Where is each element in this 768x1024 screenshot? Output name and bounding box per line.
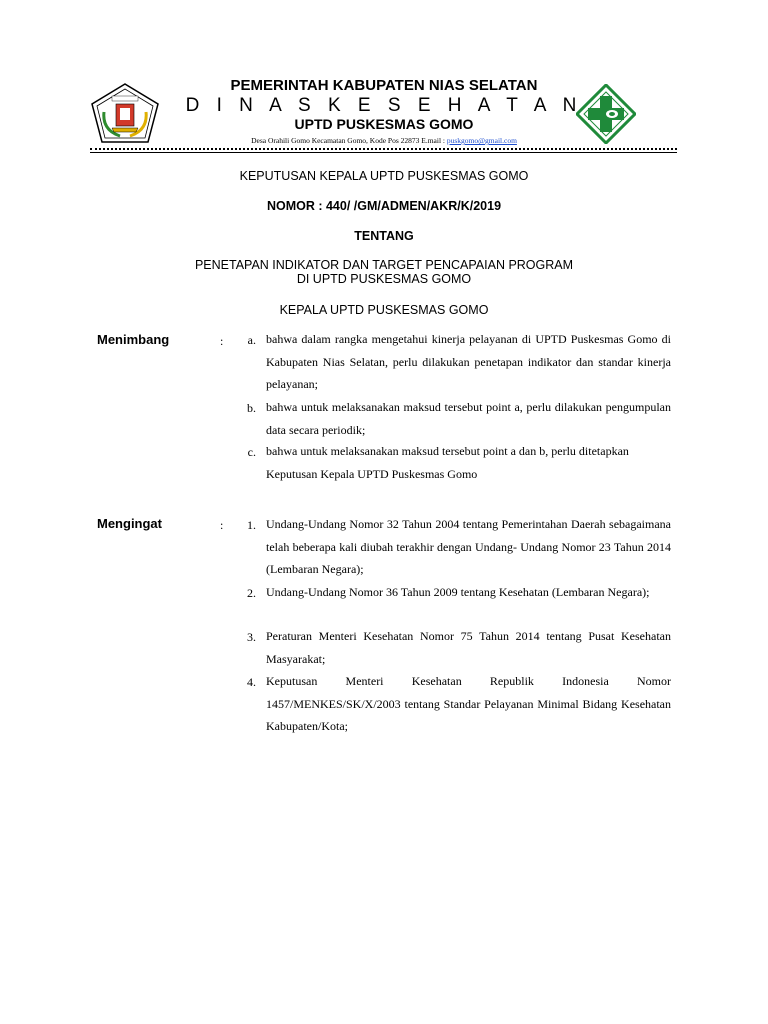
mengingat-item-2: Undang-Undang Nomor 36 Tahun 2009 tentang Kesehatan (Lembaran Negara); — [266, 585, 650, 599]
mengingat-mark-1: 1. — [247, 518, 256, 532]
menimbang-item-a: bahwa dalam rangka mengetahui kinerja pelayanan di UPTD Puskesmas Gomo di Kabupaten Nias Selatan, perlu dilakukan penetapan indikator dan standar kinerja pelayanan; — [266, 332, 671, 391]
menimbang-mark-a: a. — [247, 333, 256, 347]
menimbang-label: Menimbang — [97, 332, 170, 347]
unit-name: UPTD PUSKESMAS GOMO — [294, 116, 474, 132]
menimbang-mark-b: b. — [247, 401, 256, 415]
header-divider-solid — [90, 152, 677, 153]
mengingat-label: Mengingat — [97, 516, 162, 531]
decree-subject — [90, 258, 678, 286]
menimbang-item-b: bahwa untuk melaksanakan maksud tersebut point a, perlu dilakukan pengumpulan data secara periodik; — [266, 400, 671, 437]
mengingat-item-1: Undang-Undang Nomor 32 Tahun 2004 tentang Pemerintahan Daerah sebagaimana telah beberapa kali diubah terakhir dengan Undang- Undang Nomor 23 Tahun 2014 (Lembaran Negara); — [266, 517, 671, 576]
menimbang-item-c: bahwa untuk melaksanakan maksud tersebut point a dan b, perlu ditetapkan Keputusan Kepala UPTD Puskesmas Gomo — [266, 444, 629, 481]
government-name: PEMERINTAH KABUPATEN NIAS SELATAN — [230, 77, 538, 94]
address-line — [150, 136, 618, 145]
mengingat-mark-3: 3. — [247, 630, 256, 644]
email-link[interactable]: puskgomo@gmail.com — [446, 136, 517, 145]
menimbang-mark-c: c. — [247, 445, 256, 459]
about-heading: TENTANG — [354, 229, 414, 243]
menimbang-colon: : — [220, 334, 224, 348]
subject-line-1: PENETAPAN INDIKATOR DAN TARGET PENCAPAIAN PROGRAM — [194, 258, 574, 272]
decree-number: NOMOR : 440/ /GM/ADMEN/AKR/K/2019 — [266, 199, 502, 213]
mengingat-mark-4: 4. — [247, 675, 256, 689]
decree-title: KEPUTUSAN KEPALA UPTD PUSKESMAS GOMO — [239, 169, 529, 183]
header-divider-dotted — [90, 148, 677, 150]
mengingat-item-3: Peraturan Menteri Kesehatan Nomor 75 Tahun 2014 tentang Pusat Kesehatan Masyarakat; — [266, 629, 671, 666]
subject-line-2: DI UPTD PUSKESMAS GOMO — [296, 272, 472, 286]
mengingat-colon: : — [220, 518, 224, 532]
address-text: Desa Orahili Gomo Kecamatan Gomo, Kode Pos 22873 E.mail : — [251, 136, 445, 145]
department-name: D I N A S K E S E H A T A N — [185, 95, 583, 116]
mengingat-item-4: Keputusan Menteri Kesehatan Republik Indonesia Nomor 1457/MENKES/SK/X/2003 tentang Standar Pelayanan Minimal Bidang Kesehatan Kabupaten/Kota; — [266, 674, 671, 733]
authority-heading: KEPALA UPTD PUSKESMAS GOMO — [279, 303, 489, 317]
mengingat-mark-2: 2. — [247, 586, 256, 600]
